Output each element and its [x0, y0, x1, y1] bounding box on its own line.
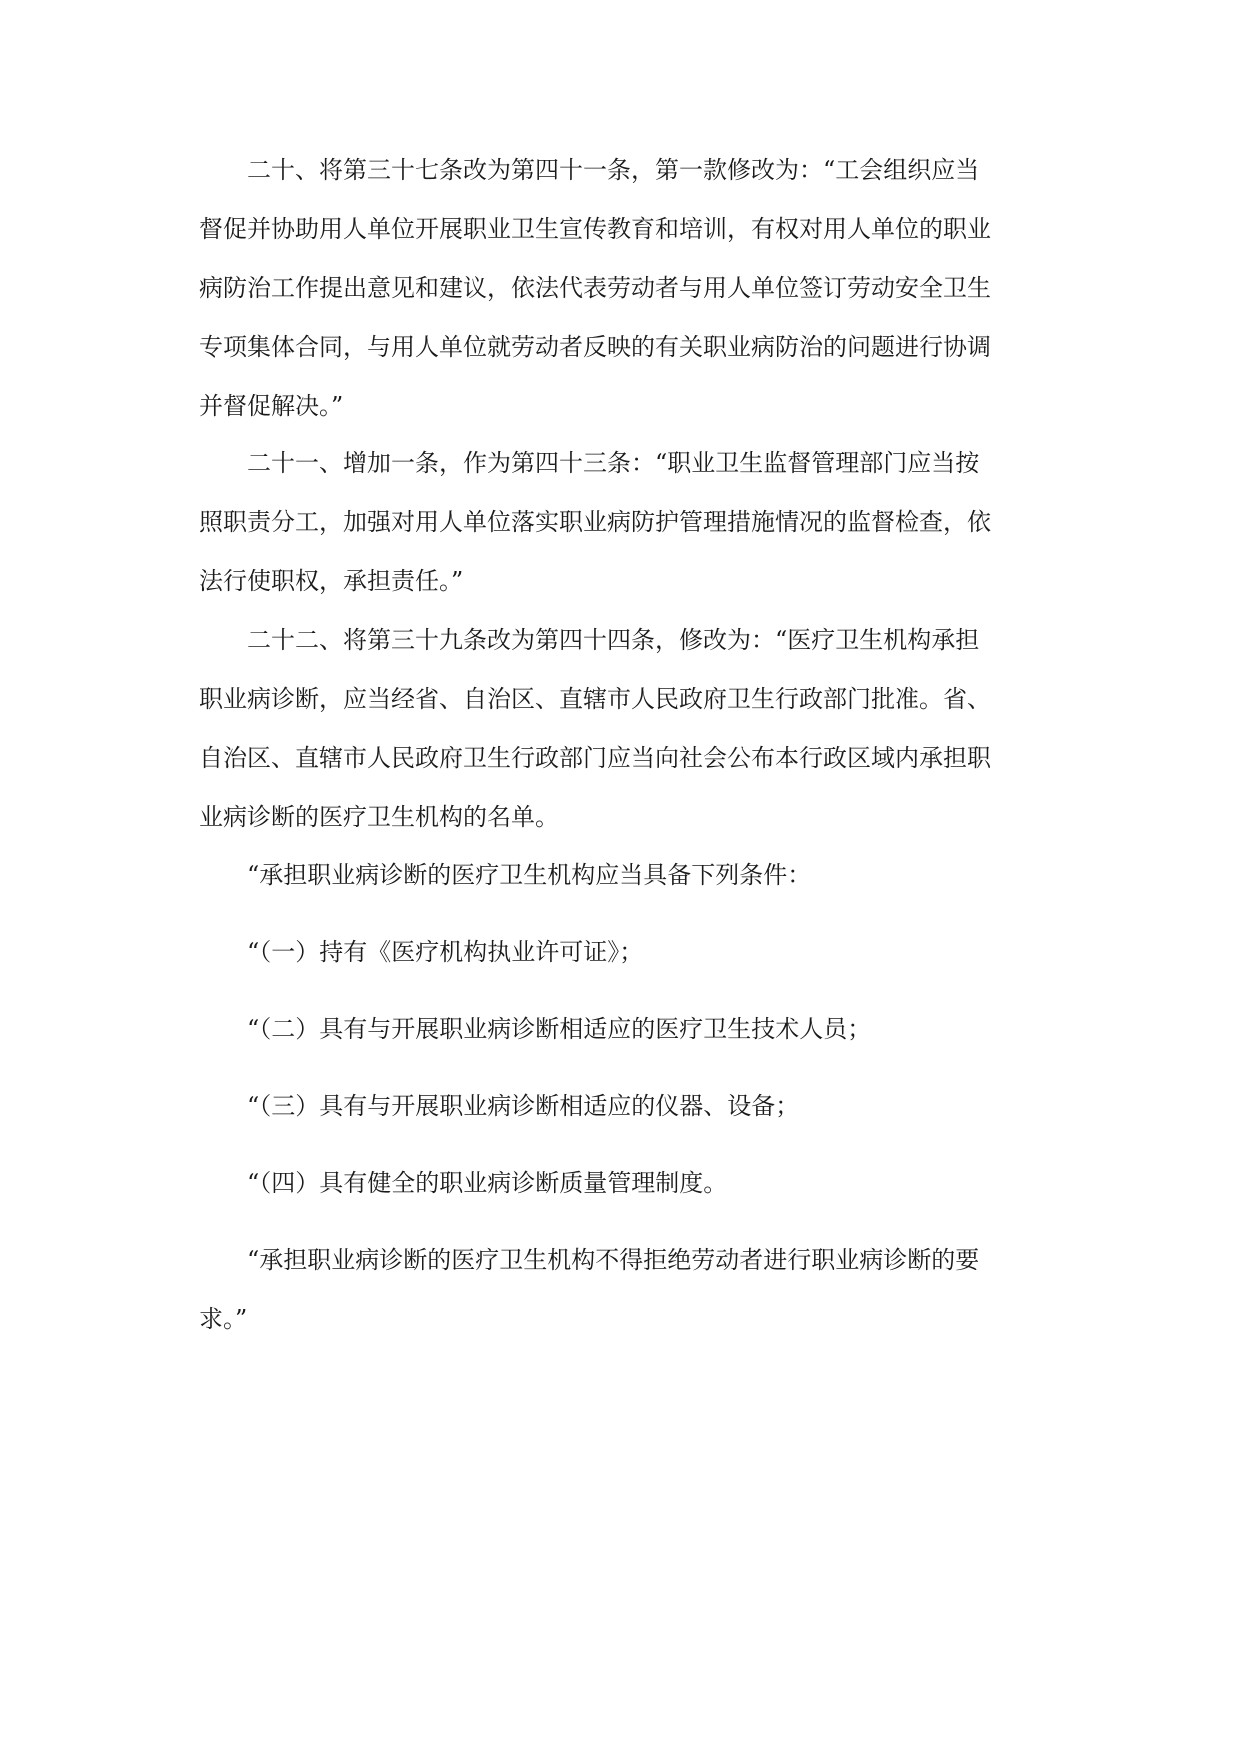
paragraph-line: 照职责分工，加强对用人单位落实职业病防护管理措施情况的监督检查，依: [199, 508, 991, 536]
paragraph-line: “承担职业病诊断的医疗卫生机构应当具备下列条件：: [247, 861, 812, 889]
paragraph-line: “（四）具有健全的职业病诊断质量管理制度。: [247, 1169, 728, 1197]
paragraph-line: 法行使职权，承担责任。”: [199, 567, 464, 595]
list-item-condition-2: [199, 1000, 1029, 1059]
paragraph-line: 专项集体合同，与用人单位就劳动者反映的有关职业病防治的问题进行协调: [199, 333, 991, 361]
paragraph-line: 并督促解决。”: [199, 392, 344, 420]
paragraph-refusal-clause: [199, 1231, 1029, 1349]
paragraph-line: 病防治工作提出意见和建议，依法代表劳动者与用人单位签订劳动安全卫生: [199, 274, 991, 302]
paragraph-line: “承担职业病诊断的医疗卫生机构不得拒绝劳动者进行职业病诊断的要: [247, 1246, 980, 1274]
paragraph-line: “（一）持有《医疗机构执业许可证》；: [247, 938, 644, 966]
list-item-condition-3: [199, 1077, 1029, 1136]
list-item-condition-4: [199, 1154, 1029, 1213]
paragraph-article-20: [199, 141, 1029, 436]
paragraph-line: 二十二、将第三十九条改为第四十四条，修改为：“医疗卫生机构承担: [247, 626, 980, 654]
paragraph-line: “（二）具有与开展职业病诊断相适应的医疗卫生技术人员；: [247, 1015, 872, 1043]
paragraph-article-21: [199, 434, 1029, 611]
paragraph-line: 求。”: [199, 1305, 248, 1333]
paragraph-line: 二十、将第三十七条改为第四十一条，第一款修改为：“工会组织应当: [247, 156, 980, 184]
paragraph-article-22: [199, 611, 1029, 847]
paragraph-line: 自治区、直辖市人民政府卫生行政部门应当向社会公布本行政区域内承担职: [199, 744, 991, 772]
paragraph-line: 业病诊断的医疗卫生机构的名单。: [199, 803, 559, 831]
paragraph-line: 二十一、增加一条，作为第四十三条：“职业卫生监督管理部门应当按: [247, 449, 980, 477]
paragraph-line: 督促并协助用人单位开展职业卫生宣传教育和培训，有权对用人单位的职业: [199, 215, 991, 243]
list-item-condition-1: [199, 923, 1029, 982]
paragraph-line: 职业病诊断，应当经省、自治区、直辖市人民政府卫生行政部门批准。省、: [199, 685, 991, 713]
paragraph-conditions-intro: [199, 846, 1029, 905]
paragraph-line: “（三）具有与开展职业病诊断相适应的仪器、设备；: [247, 1092, 800, 1120]
